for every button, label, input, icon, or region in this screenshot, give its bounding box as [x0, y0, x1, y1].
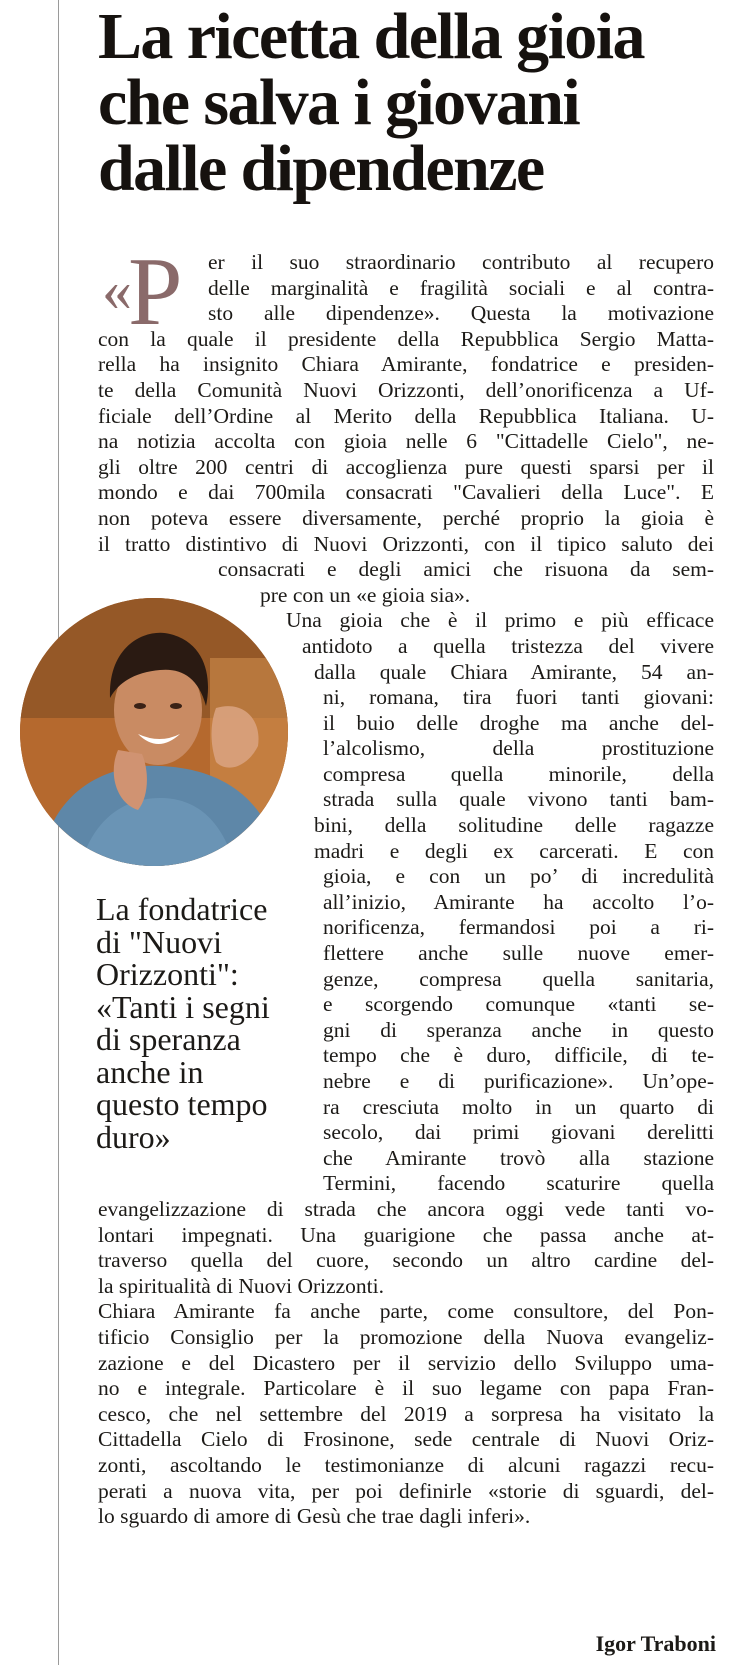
- body-line: na notizia accolta con gioia nelle 6 "Cittadelle Cielo", ne-: [98, 429, 714, 454]
- pull-quote-line: Orizzonti":: [96, 956, 239, 992]
- body-line: tificio Consiglio per la promozione della Nuova evangeliz-: [98, 1324, 714, 1349]
- body-line: pre con un «e gioia sia».: [260, 582, 471, 607]
- body-line: lontari impegnati. Una guarigione che passa anche at-: [98, 1222, 714, 1247]
- body-line: Chiara Amirante fa anche parte, come consultore, del Pon-: [98, 1299, 714, 1324]
- body-line: tempo che è duro, difficile, di te-: [323, 1043, 714, 1068]
- body-line: traverso quella del cuore, secondo un altro cardine del-: [98, 1248, 714, 1273]
- body-line: e scorgendo comunque «tanti se-: [323, 992, 714, 1017]
- body-line: gni di speranza anche in questo: [323, 1017, 714, 1042]
- body-line: norificenza, fermandosi poi a ri-: [323, 915, 714, 940]
- pull-quote-line: anche in: [96, 1053, 204, 1090]
- pull-quote-line: La fondatrice: [96, 891, 268, 927]
- body-line: il buio delle droghe ma anche del-: [323, 710, 714, 735]
- body-line: genze, compresa quella sanitaria,: [323, 966, 714, 991]
- body-line: secolo, dai primi giovani derelitti: [323, 1120, 714, 1145]
- body-line: Termini, facendo scaturire quella: [323, 1171, 714, 1196]
- body-line: mondo e dai 700mila consacrati "Cavalieri della Luce". E: [98, 480, 714, 505]
- body-line: nebre e di purificazione». Un’ope-: [323, 1069, 714, 1093]
- headline-line: che salva i giovani: [98, 66, 580, 139]
- body-line: ni, romana, tira fuori tanti giovani:: [323, 685, 714, 710]
- body-line: all’inizio, Amirante ha accolto l’o-: [323, 889, 714, 914]
- body-line: consacrati e degli amici che risuona da sem-: [218, 557, 714, 582]
- body-line: madri e degli ex carcerati. E con: [314, 838, 714, 863]
- body-line: con la quale il presidente della Repubblica Sergio Matta-: [98, 326, 714, 351]
- body-line: Una gioia che è il primo e più efficace: [286, 608, 714, 633]
- headline-line: La ricetta della gioia: [98, 0, 644, 73]
- body-line: flettere anche sulle nuove emer-: [323, 941, 714, 966]
- pull-quote-line: di "Nuovi: [96, 923, 222, 960]
- article-body: [98, 250, 714, 1530]
- headline: [98, 0, 718, 205]
- body-line: lo sguardo di amore di Gesù che trae dagli inferi».: [98, 1504, 531, 1529]
- drop-cap-guillemet: «: [102, 257, 128, 323]
- body-line: bini, della solitudine delle ragazze: [314, 813, 714, 838]
- body-line: gioia, e con un po’ di incredulità: [323, 864, 714, 889]
- body-line: no e integrale. Particolare è il suo legame con papa Fran-: [98, 1376, 714, 1401]
- body-line: evangelizzazione di strada che ancora oggi vede tanti vo-: [98, 1196, 714, 1221]
- body-line: ficiale dell’Ordine al Merito della Repubblica Italiana. U-: [98, 403, 714, 428]
- body-line: strada sulla quale vivono tanti bam-: [323, 787, 714, 812]
- body-line: sto alle dipendenze». Questa la motivazione: [208, 301, 714, 326]
- pull-quote-line: duro»: [96, 1118, 171, 1155]
- body-line: che Amirante trovò alla stazione: [323, 1145, 714, 1170]
- body-line: il tratto distintivo di Nuovi Orizzonti, con il tipico saluto dei: [98, 531, 714, 556]
- body-line: compresa quella minorile, della: [323, 761, 714, 786]
- body-line: Cittadella Cielo di Frosinone, sede centrale di Nuovi Oriz-: [98, 1427, 714, 1452]
- pull-quote-line: di speranza: [96, 1021, 241, 1057]
- drop-cap-letter: P: [128, 238, 183, 346]
- body-line: te della Comunità Nuovi Orizzonti, dell’onorificenza a Uf-: [98, 377, 714, 402]
- body-line: cesco, che nel settembre del 2019 a sorpresa ha visitato la: [98, 1401, 714, 1426]
- body-line: gli oltre 200 centri di accoglienza pure questi sparsi per il: [98, 454, 714, 479]
- headline-line: dalle dipendenze: [98, 132, 544, 205]
- body-line: er il suo straordinario contributo al recupero: [208, 250, 714, 274]
- body-line: rella ha insignito Chiara Amirante, fondatrice e presiden-: [98, 352, 714, 377]
- body-line: zazione e del Dicastero per il servizio dello Sviluppo uma-: [98, 1350, 714, 1375]
- body-line: antidoto a quella tristezza del vivere: [302, 633, 714, 658]
- column-rule: [58, 0, 59, 1665]
- body-line: perati a nuova vita, per poi definirle «storie di sguardi, del-: [98, 1478, 714, 1503]
- body-line: dalla quale Chiara Amirante, 54 an-: [314, 659, 714, 684]
- body-line: zonti, ascoltando le testimonianze di alcuni ragazzi recu-: [98, 1452, 714, 1477]
- body-line: ra cresciuta molto in un quarto di: [323, 1094, 714, 1119]
- body-line: non poteva essere diversamente, perché proprio la gioia è: [98, 505, 714, 530]
- body-line: l’alcolismo, della prostituzione: [323, 736, 714, 761]
- pull-quote-line: questo tempo: [96, 1086, 268, 1122]
- body-line: delle marginalità e fragilità sociali e al contra-: [208, 275, 714, 300]
- pull-quote-line: «Tanti i segni: [96, 988, 270, 1025]
- author-signature: Igor Traboni: [595, 1631, 716, 1656]
- body-line: la spiritualità di Nuovi Orizzonti.: [98, 1273, 385, 1298]
